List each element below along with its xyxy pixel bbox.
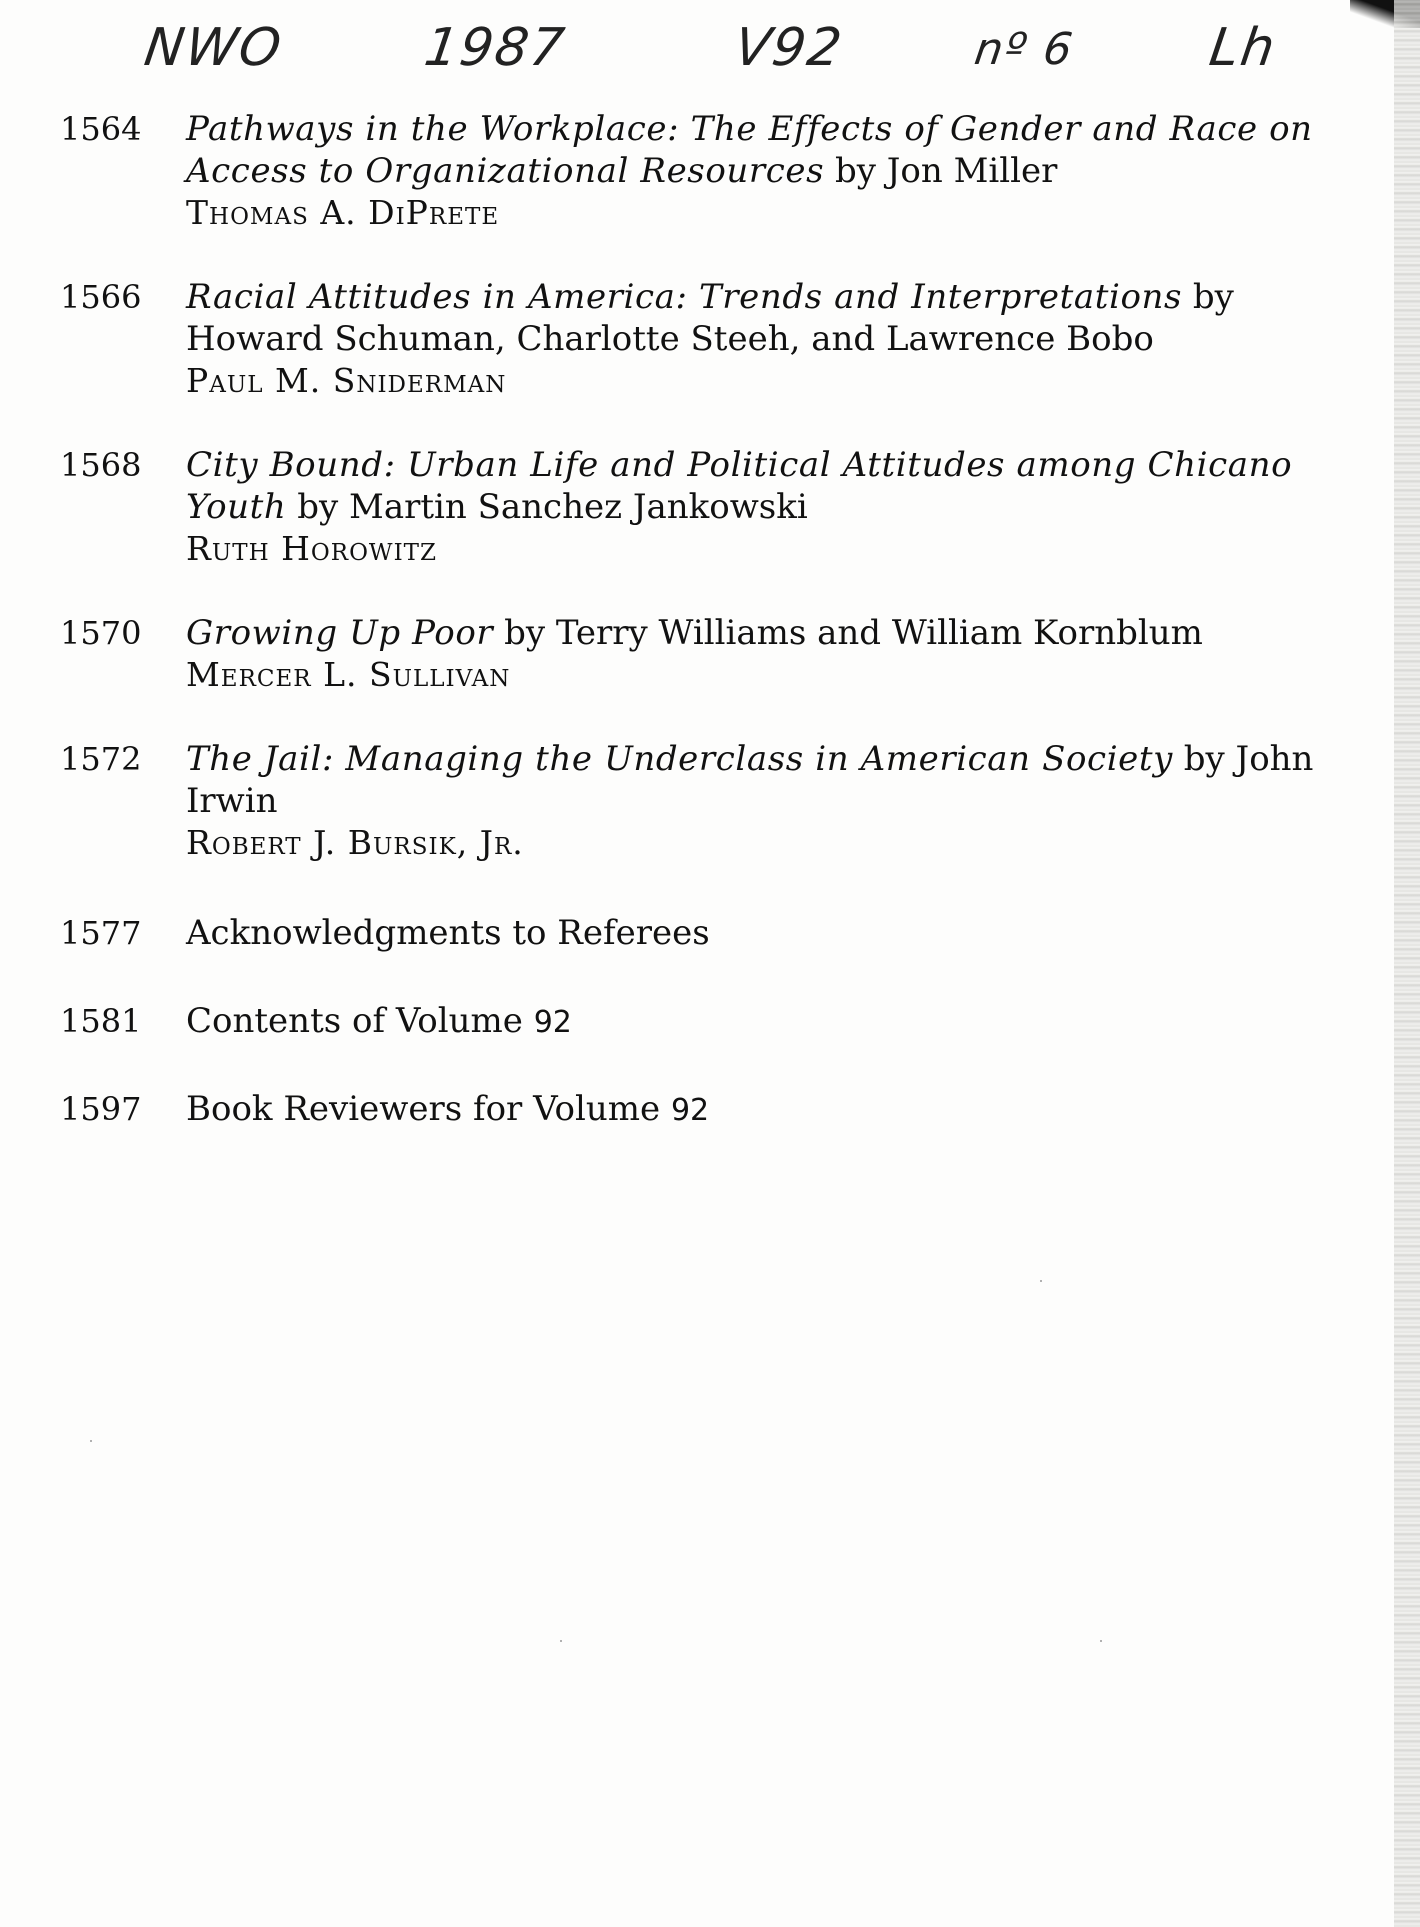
entry-body xyxy=(186,912,1356,956)
book-author: by Howard Schuman, Charlotte Steeh, and Lawrence Bobo xyxy=(186,277,1234,359)
handwritten-annotation xyxy=(140,18,1325,88)
entry-page-number: 1577 xyxy=(60,914,142,952)
entry-body xyxy=(186,1000,1356,1044)
book-author: by Terry Williams and William Kornblum xyxy=(504,613,1203,653)
book-title: The Jail: Managing the Underclass in American Society xyxy=(186,739,1173,779)
dust-speck xyxy=(1100,1640,1102,1642)
volume-number: 92 xyxy=(670,1093,710,1128)
entry-body xyxy=(186,1088,1356,1132)
review-entry xyxy=(60,444,1360,570)
reviewer-name: Mercer L. Sullivan xyxy=(186,655,511,694)
entry-page-number: 1570 xyxy=(60,614,142,652)
review-entry xyxy=(60,276,1360,402)
book-line xyxy=(186,444,1356,528)
book-title: City Bound: Urban Life and Political Attitudes among Chicano Youth xyxy=(186,445,1293,527)
entry-body xyxy=(186,738,1356,864)
book-line xyxy=(186,276,1356,360)
section-entry xyxy=(60,1000,1360,1044)
entry-body xyxy=(186,276,1356,402)
review-entry xyxy=(60,108,1360,234)
volume-number: 92 xyxy=(533,1005,572,1040)
reviewer-name: Paul M. Sniderman xyxy=(186,361,507,400)
book-author: by John Irwin xyxy=(186,739,1314,821)
review-entry xyxy=(60,612,1360,696)
handwritten-note-5: Lh xyxy=(1205,18,1281,78)
book-title: Racial Attitudes in America: Trends and Interpretations xyxy=(186,277,1183,317)
book-author: by Jon Miller xyxy=(835,151,1058,191)
handwritten-note-3: V92 xyxy=(730,18,847,78)
section-label: Acknowledgments to Referees xyxy=(186,913,710,953)
section-label: Book Reviewers for Volume xyxy=(186,1089,661,1129)
entry-page-number: 1566 xyxy=(60,278,142,316)
entry-page-number: 1597 xyxy=(60,1090,142,1128)
book-line xyxy=(186,108,1356,192)
handwritten-note-2: 1987 xyxy=(420,18,570,78)
entry-body xyxy=(186,444,1356,570)
handwritten-note-4: nº 6 xyxy=(971,24,1078,75)
section-label: Contents of Volume xyxy=(186,1001,523,1041)
scan-edge-shadow xyxy=(1394,0,1420,1927)
entry-page-number: 1581 xyxy=(60,1002,142,1040)
book-title: Growing Up Poor xyxy=(186,613,494,653)
dust-speck xyxy=(1040,1280,1042,1282)
book-line xyxy=(186,612,1356,654)
book-author: by Martin Sanchez Jankowski xyxy=(297,487,808,527)
book-title: Pathways in the Workplace: The Effects of Gender and Race on Access to Organizational Resources xyxy=(186,109,1313,191)
reviewer-name: Thomas A. DiPrete xyxy=(186,193,500,232)
section-entry xyxy=(60,1088,1360,1132)
entry-page-number: 1564 xyxy=(60,110,142,148)
section-entry xyxy=(60,912,1360,956)
table-of-contents xyxy=(60,108,1360,1176)
entry-body xyxy=(186,612,1356,696)
dust-speck xyxy=(560,1640,562,1642)
entry-page-number: 1568 xyxy=(60,446,142,484)
dust-speck xyxy=(90,1440,92,1442)
review-entry xyxy=(60,738,1360,864)
entry-body xyxy=(186,108,1356,234)
entry-page-number: 1572 xyxy=(60,740,142,778)
reviewer-name: Ruth Horowitz xyxy=(186,529,437,568)
handwritten-note-1: NWO xyxy=(140,18,287,78)
book-line xyxy=(186,738,1356,822)
reviewer-name: Robert J. Bursik, Jr. xyxy=(186,823,524,862)
